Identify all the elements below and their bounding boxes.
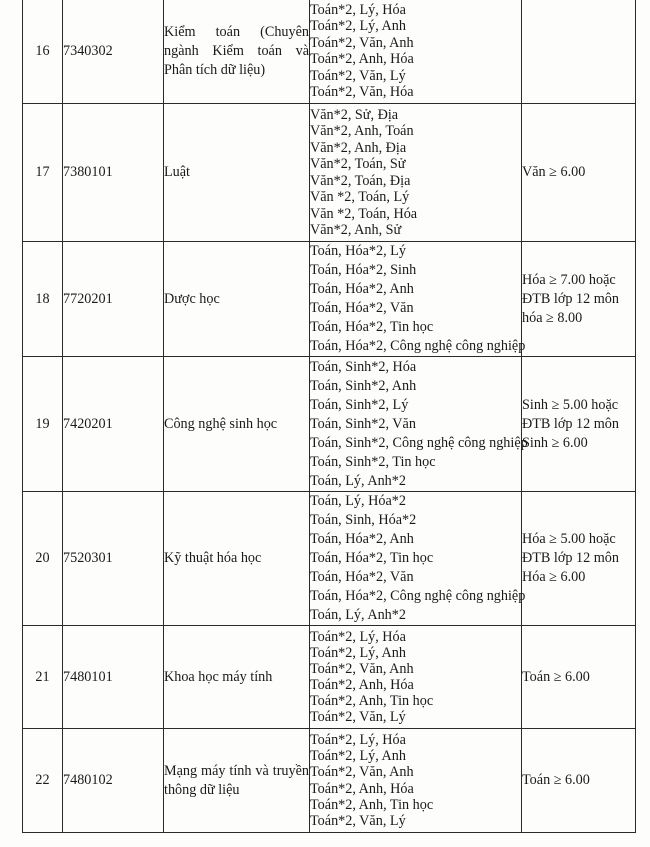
combination: Toán, Sinh*2, Lý bbox=[310, 396, 409, 413]
row-number: 22 bbox=[23, 729, 63, 833]
minimum-requirement bbox=[522, 242, 636, 357]
combination: Toán*2, Lý, Anh bbox=[310, 747, 406, 764]
combination: Toán, Sinh*2, Tin học bbox=[310, 453, 436, 470]
combination: Toán, Hóa*2, Tin học bbox=[310, 319, 434, 335]
combination: Toán, Lý, Hóa*2 bbox=[310, 493, 406, 509]
combination: Toán, Hóa*2, Văn bbox=[310, 300, 414, 316]
requirement-line: hóa ≥ 8.00 bbox=[522, 309, 583, 326]
combination: Toán*2, Văn, Anh bbox=[310, 764, 414, 781]
row-number: 20 bbox=[23, 492, 63, 626]
requirement-line: Toán ≥ 6.00 bbox=[522, 772, 590, 788]
requirement-line: Hóa ≥ 7.00 hoặc bbox=[522, 271, 616, 288]
minimum-requirement bbox=[522, 492, 636, 626]
requirement-line: Sinh ≥ 5.00 hoặc bbox=[522, 396, 619, 413]
major-code: 7340302 bbox=[63, 0, 164, 104]
major-name: Dược học bbox=[164, 242, 310, 357]
combination: Toán*2, Anh, Hóa bbox=[310, 51, 414, 67]
subject-combinations bbox=[310, 104, 522, 242]
requirement-line: Hóa ≥ 5.00 hoặc bbox=[522, 531, 616, 547]
row-number: 21 bbox=[23, 626, 63, 729]
combination: Văn*2, Anh, Sử bbox=[310, 222, 402, 238]
combination: Văn*2, Sử, Địa bbox=[310, 106, 399, 123]
admission-table bbox=[22, 0, 636, 833]
combination: Toán*2, Lý, Hóa bbox=[310, 731, 406, 748]
major-name: Công nghệ sinh học bbox=[164, 357, 310, 492]
combination: Toán*2, Văn, Hóa bbox=[310, 84, 414, 100]
combination: Toán*2, Văn, Lý bbox=[310, 67, 406, 84]
major-name: Khoa học máy tính bbox=[164, 626, 310, 729]
combination: Toán, Lý, Anh*2 bbox=[310, 607, 406, 623]
combination: Toán*2, Lý, Anh bbox=[310, 18, 406, 34]
combination: Văn*2, Anh, Toán bbox=[310, 123, 414, 139]
minimum-requirement bbox=[522, 729, 636, 833]
row-number: 17 bbox=[23, 104, 63, 242]
combination: Toán*2, Anh, Hóa bbox=[310, 780, 414, 797]
major-name: Kiểm toán (Chuyên ngành Kiểm toán và Phân tích dữ liệu) bbox=[164, 0, 310, 104]
subject-combinations bbox=[310, 242, 526, 357]
table-row bbox=[23, 357, 636, 492]
combination: Toán, Hóa*2, Anh bbox=[310, 531, 414, 547]
subject-combinations bbox=[310, 492, 526, 626]
subject-combinations bbox=[310, 0, 522, 104]
table-row bbox=[23, 104, 636, 242]
combination: Toán*2, Lý, Anh bbox=[310, 644, 406, 661]
table-row bbox=[23, 492, 636, 626]
combination: Toán, Lý, Anh*2 bbox=[310, 472, 406, 489]
combination: Văn*2, Anh, Địa bbox=[310, 139, 407, 156]
row-number: 16 bbox=[23, 0, 63, 104]
combination: Toán, Sinh*2, Văn bbox=[310, 415, 416, 432]
major-code: 7480102 bbox=[63, 729, 164, 833]
major-name: Luật bbox=[164, 104, 310, 242]
subject-combinations bbox=[310, 626, 522, 729]
table-row bbox=[23, 626, 636, 729]
combination: Toán*2, Văn, Anh bbox=[310, 660, 414, 677]
requirement-line: Văn ≥ 6.00 bbox=[522, 164, 586, 180]
requirement-line: Hóa ≥ 6.00 bbox=[522, 569, 586, 585]
combination: Toán, Hóa*2, Anh bbox=[310, 281, 414, 297]
requirement-line: ĐTB lớp 12 môn bbox=[522, 415, 619, 432]
minimum-requirement bbox=[522, 0, 636, 104]
combination: Toán, Hóa*2, Lý bbox=[310, 243, 406, 259]
requirement-line: ĐTB lớp 12 môn bbox=[522, 550, 619, 566]
minimum-requirement bbox=[522, 626, 636, 729]
major-name: Kỹ thuật hóa học bbox=[164, 492, 310, 626]
combination: Toán, Sinh*2, Công nghệ công nghiệp bbox=[310, 434, 528, 451]
combination: Văn *2, Toán, Hóa bbox=[310, 205, 418, 222]
combination: Toán, Sinh*2, Hóa bbox=[310, 358, 417, 375]
combination: Toán, Sinh, Hóa*2 bbox=[310, 512, 417, 528]
combination: Văn*2, Toán, Sử bbox=[310, 156, 406, 172]
major-code: 7420201 bbox=[63, 357, 164, 492]
combination: Toán*2, Lý, Hóa bbox=[310, 628, 406, 645]
combination: Toán*2, Anh, Hóa bbox=[310, 677, 414, 693]
minimum-requirement bbox=[522, 357, 636, 492]
combination: Văn*2, Toán, Địa bbox=[310, 172, 411, 189]
combination: Toán, Hóa*2, Công nghệ công nghiệp bbox=[310, 338, 526, 354]
combination: Toán*2, Văn, Lý bbox=[310, 709, 406, 726]
combination: Toán*2, Lý, Hóa bbox=[310, 1, 406, 18]
admission-table-body bbox=[23, 0, 636, 833]
combination: Toán*2, Anh, Tin học bbox=[310, 796, 434, 813]
requirement-line: Toán ≥ 6.00 bbox=[522, 668, 590, 685]
row-number: 19 bbox=[23, 357, 63, 492]
table-row bbox=[23, 242, 636, 357]
row-number: 18 bbox=[23, 242, 63, 357]
combination: Toán, Hóa*2, Công nghệ công nghiệp bbox=[310, 588, 526, 604]
combination: Toán*2, Văn, Lý bbox=[310, 813, 406, 830]
combination: Toán*2, Văn, Anh bbox=[310, 34, 414, 51]
table-row bbox=[23, 729, 636, 833]
combination: Toán, Hóa*2, Tin học bbox=[310, 550, 434, 566]
combination: Toán*2, Anh, Tin học bbox=[310, 693, 434, 710]
major-code: 7380101 bbox=[63, 104, 164, 242]
combination: Toán, Hóa*2, Sinh bbox=[310, 262, 417, 278]
requirement-line: Sinh ≥ 6.00 bbox=[522, 434, 588, 451]
combination: Toán, Sinh*2, Anh bbox=[310, 377, 417, 394]
combination: Văn *2, Toán, Lý bbox=[310, 189, 410, 205]
subject-combinations bbox=[310, 729, 522, 833]
major-code: 7520301 bbox=[63, 492, 164, 626]
table-row bbox=[23, 0, 636, 104]
subject-combinations bbox=[310, 357, 528, 492]
minimum-requirement bbox=[522, 104, 636, 242]
requirement-line: ĐTB lớp 12 môn bbox=[522, 290, 619, 307]
major-code: 7720201 bbox=[63, 242, 164, 357]
major-code: 7480101 bbox=[63, 626, 164, 729]
combination: Toán, Hóa*2, Văn bbox=[310, 569, 414, 585]
major-name: Mạng máy tính và truyền thông dữ liệu bbox=[164, 729, 310, 833]
